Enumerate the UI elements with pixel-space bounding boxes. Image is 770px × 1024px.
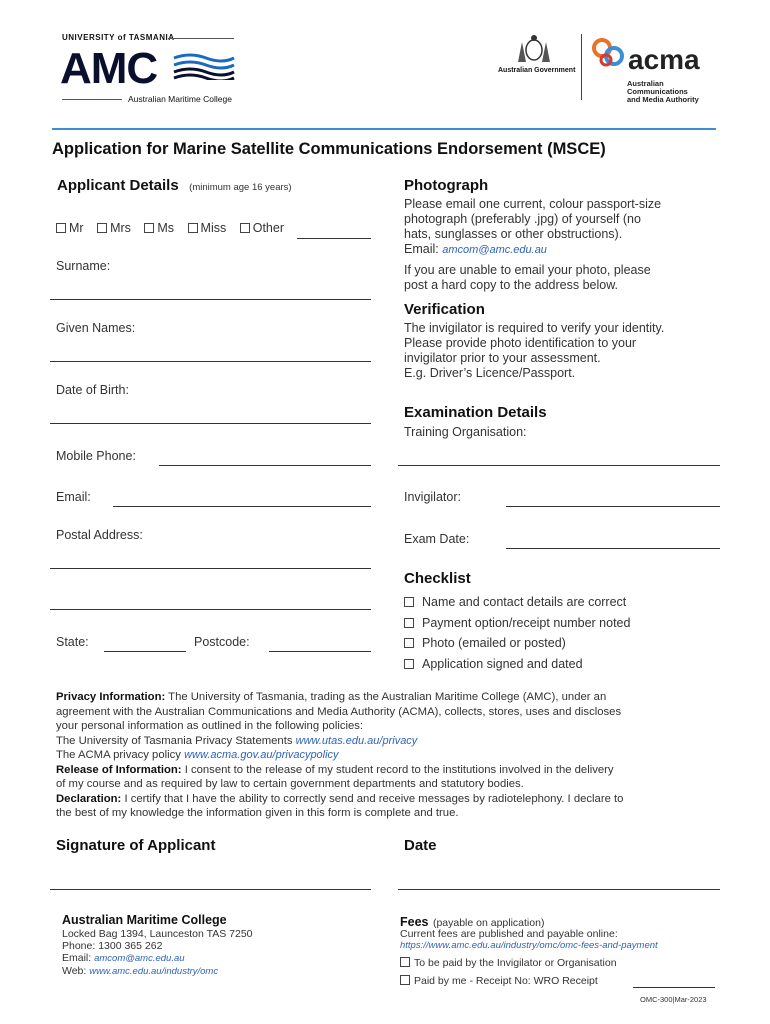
text-line: post a hard copy to the address below. [404,278,619,292]
privacy-section [56,690,720,821]
checkbox[interactable] [400,975,410,985]
other-title-field[interactable] [297,238,371,239]
acma-subtitle [627,80,699,104]
acma-policy-line [56,748,720,763]
checkbox[interactable] [188,223,198,233]
checklist-heading: Checklist [404,570,471,587]
footer-web-label: Web: [62,965,87,977]
photograph-heading: Photograph [404,177,489,194]
exam-details-heading: Examination Details [404,404,547,421]
state-label: State: [56,635,89,649]
footer-web-line [62,965,253,978]
text-line: invigilator prior to your assessment. [404,351,601,365]
declaration-line [56,792,720,807]
receipt-number-field[interactable] [633,987,715,988]
date-heading: Date [404,837,437,854]
checkbox[interactable] [404,597,414,607]
text-line: The University of Tasmania Privacy Statements [56,734,293,747]
checklist-items [404,592,630,675]
acma-swirl-icon [590,36,630,72]
text-line: of my course and as required by law to certain government departments and statutory bodies. [56,778,524,790]
dob-field[interactable] [50,423,371,424]
title-option-mr[interactable] [56,221,84,235]
checkbox[interactable] [400,957,410,967]
pay-by-invigilator-option[interactable] [400,957,617,969]
text-line: I consent to the release of my student record to the institutions involved in the delivery [184,763,614,776]
amc-waves-icon [172,52,236,80]
photo-email-link[interactable]: amcom@amc.edu.au [442,244,547,256]
checklist-item-label: Application signed and dated [422,657,583,672]
state-field[interactable] [104,651,186,652]
text-line: If you are unable to email your photo, please [404,263,651,277]
acma-subtitle-line: Australian [627,79,664,88]
text-line: Please email one current, colour passport-size [404,197,662,211]
title-option-label: Mrs [110,221,131,235]
paid-by-me-label: Paid by me - Receipt No: WRO Receipt [414,975,598,987]
training-org-label: Training Organisation: [404,425,527,439]
exam-date-field[interactable] [506,548,720,549]
title-option-mrs[interactable] [97,221,131,235]
postcode-field[interactable] [269,651,371,652]
checkbox[interactable] [404,618,414,628]
footer-college: Australian Maritime College [62,913,227,927]
text-line: the best of my knowledge the information given in this form is complete and true. [56,807,459,819]
footer-phone: Phone: 1300 365 262 [62,940,163,952]
date-field[interactable] [398,889,720,890]
footer-address: Locked Bag 1394, Launceston TAS 7250 [62,928,253,940]
verification-text [404,321,664,381]
mobile-field[interactable] [159,465,371,466]
paid-by-me-option[interactable] [400,975,598,987]
privacy-label: Privacy Information: [56,691,166,703]
fees-line: Current fees are published and payable online: [400,928,618,940]
postcode-label: Postcode: [194,635,250,649]
text-line: photograph (preferably .jpg) of yourself (no [404,212,641,226]
dob-label: Date of Birth: [56,383,129,397]
exam-date-label: Exam Date: [404,532,470,546]
amc-subtitle: Australian Maritime College [128,94,232,104]
text-line: I certify that I have the ability to correctly send and receive messages by radiotelephony. I declare to [124,792,624,805]
text-line: your personal information as outlined in the following policies: [56,720,364,732]
page-title: Application for Marine Satellite Communications Endorsement (MSCE) [52,140,606,158]
fees-note: (payable on application) [432,917,545,929]
postal-address-label: Postal Address: [56,528,143,542]
text-line: The invigilator is required to verify your identity. [404,321,665,335]
acma-logo: acma [628,44,700,75]
email-field[interactable] [113,506,371,507]
checklist-item-label: Payment option/receipt number noted [422,615,631,630]
applicant-details-heading [57,177,292,195]
declaration-label: Declaration: [56,792,122,805]
checklist-item-label: Name and contact details are correct [422,595,627,609]
checklist-item[interactable] [404,654,630,675]
fees-heading: Fees [400,915,429,929]
title-option-label: Miss [200,221,227,235]
mobile-label: Mobile Phone: [56,449,136,463]
amc-rule [62,99,122,100]
release-line [56,763,720,778]
footer-email-line [62,952,253,965]
header-divider [581,34,582,100]
checkbox[interactable] [144,223,154,233]
min-age-note: (minimum age 16 years) [189,182,292,193]
utas-label: UNIVERSITY of TASMANIA [62,33,175,42]
text-line: The University of Tasmania, trading as the Australian Maritime College (AMC), under an [168,691,607,703]
title-option-label: Other [252,221,284,235]
privacy-line [56,690,720,705]
utas-privacy-link[interactable]: www.utas.edu.au/privacy [295,734,418,747]
given-names-field[interactable] [50,361,371,362]
utas-rule [168,38,234,39]
photograph-alternative [404,263,651,293]
title-option-label: Mr [69,221,84,235]
title-option-miss[interactable] [188,221,227,235]
text-line: Please provide photo identification to your [404,336,637,350]
form-code: OMC-300|Mar-2023 [640,995,707,1004]
footer-email-link[interactable]: amcom@amc.edu.au [94,953,185,964]
text-line: The ACMA privacy policy [56,749,181,761]
text-line: E.g. Driver’s Licence/Passport. [404,366,576,380]
checkbox[interactable] [404,638,414,648]
title-option-ms[interactable] [144,221,174,235]
given-names-label: Given Names: [56,321,136,335]
acma-privacy-link[interactable]: www.acma.gov.au/privacypolicy [184,749,339,761]
footer-email-label: Email: [62,952,92,964]
gov-label: Australian Government [498,67,576,74]
email-label: Email: [56,490,91,504]
photograph-instructions [404,197,661,258]
applicant-heading-text: Applicant Details [57,177,179,194]
checklist-item[interactable] [404,592,630,613]
text-line: agreement with the Australian Communications and Media Authority (ACMA), collects, stores, uses and discloses [56,705,622,718]
photo-email-line [404,242,661,258]
checkbox[interactable] [404,659,414,669]
acma-subtitle-line: and Media Authority [627,95,699,104]
acma-subtitle-line: Communications [627,87,688,96]
verification-heading: Verification [404,301,485,318]
checklist-item-label: Photo (emailed or posted) [422,636,566,651]
utas-policy-line [56,734,720,749]
text-line: hats, sunglasses or other obstructions). [404,227,623,241]
postal-address-field[interactable] [50,609,371,610]
postal-address-field[interactable] [50,568,371,569]
invigilator-label: Invigilator: [404,490,461,504]
title-option-other[interactable] [240,221,284,235]
amc-logo: AMC [60,44,158,93]
invigilator-field[interactable] [506,506,720,507]
release-label: Release of Information: [56,763,182,776]
pay-by-invigilator-label: To be paid by the Invigilator or Organisation [414,957,617,969]
checkbox[interactable] [240,223,250,233]
title-option-label: Ms [157,221,175,235]
footer-web-link[interactable]: www.amc.edu.au/industry/omc [89,966,219,977]
surname-label: Surname: [56,259,111,273]
signature-heading: Signature of Applicant [56,837,216,854]
training-org-field[interactable] [398,465,720,466]
footer-contact [62,928,253,978]
checklist-item[interactable] [404,633,630,654]
checklist-item[interactable] [404,613,630,634]
signature-field[interactable] [50,889,371,890]
header-accent-rule [52,128,716,130]
title-options [56,221,284,235]
checkbox[interactable] [56,223,66,233]
checkbox[interactable] [97,223,107,233]
surname-field[interactable] [50,299,371,300]
fees-link[interactable]: https://www.amc.edu.au/industry/omc/omc-fees-and-payment [400,940,658,951]
australian-coat-of-arms-icon [512,34,556,66]
photo-email-label: Email: [404,242,439,256]
